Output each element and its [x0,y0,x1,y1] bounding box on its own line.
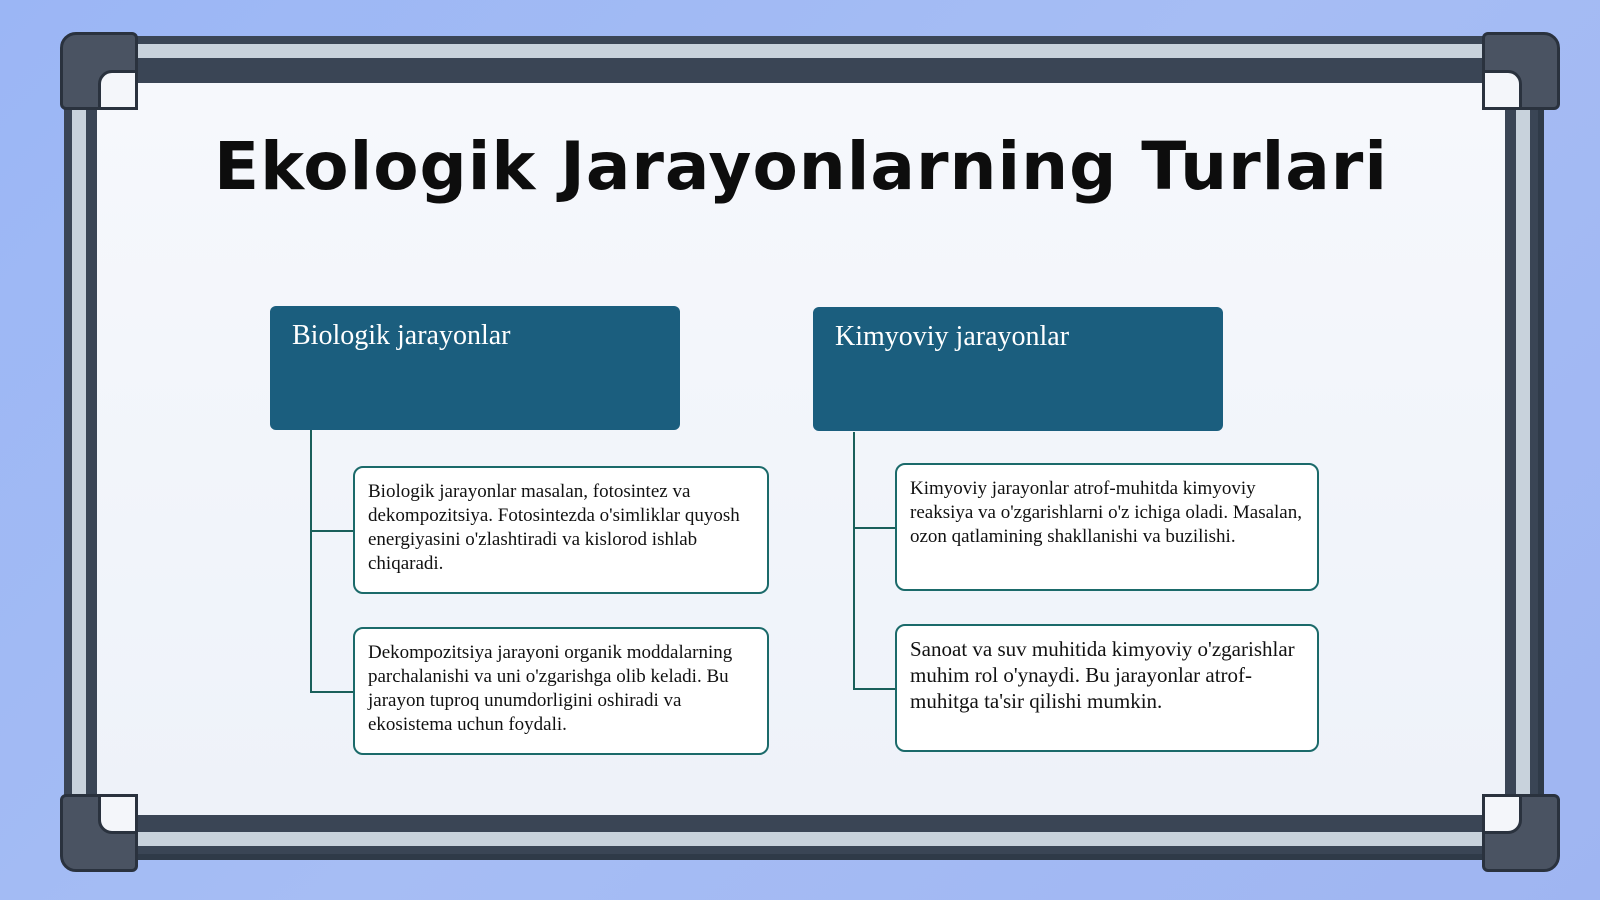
text-card-kimyoviy-1 [895,463,1319,591]
card-text: Dekompozitsiya jarayoni organik moddalarning parchalanishi va uni o'zgarishga olib keladi. Bu jarayon tuproq unumdorligini oshiradi va ekosistema uchun foydali. [368,642,733,735]
connector-vertical-left [310,430,312,692]
heading-box-biologik [270,306,680,430]
heading-box-kimyoviy [813,307,1223,431]
connector-branch-right-2 [853,688,896,690]
card-text: Biologik jarayonlar masalan, fotosintez va dekompozitsiya. Fotosintezda o'simliklar quyosh energiyasini o'zlashtiradi va kislorod ishlab chiqaradi. [368,481,740,574]
corner-bracket-top-right [1482,32,1560,110]
connector-vertical-right [853,432,855,690]
heading-label: Biologik jarayonlar [292,320,511,351]
card-text: Sanoat va suv muhitida kimyoviy o'zgarishlar muhim rol o'ynaydi. Bu jarayonlar atrof-muhitga ta'sir qilishi mumkin. [910,637,1295,713]
corner-bracket-bottom-right [1482,794,1560,872]
card-text: Kimyoviy jarayonlar atrof-muhitda kimyoviy reaksiya va o'zgarishlarni o'z ichiga oladi. Masalan, ozon qatlamining shakllanishi va buzilishi. [910,478,1302,547]
corner-bracket-top-left [60,32,138,110]
connector-branch-left-1 [310,530,353,532]
connector-branch-left-2 [310,691,353,693]
heading-label: Kimyoviy jarayonlar [835,321,1070,352]
connector-branch-right-1 [853,527,896,529]
text-card-kimyoviy-2 [895,624,1319,752]
text-card-biologik-2 [353,627,769,755]
text-card-biologik-1 [353,466,769,594]
corner-bracket-bottom-left [60,794,138,872]
slide-title: Ekologik Jarayonlarning Turlari [214,128,1388,205]
